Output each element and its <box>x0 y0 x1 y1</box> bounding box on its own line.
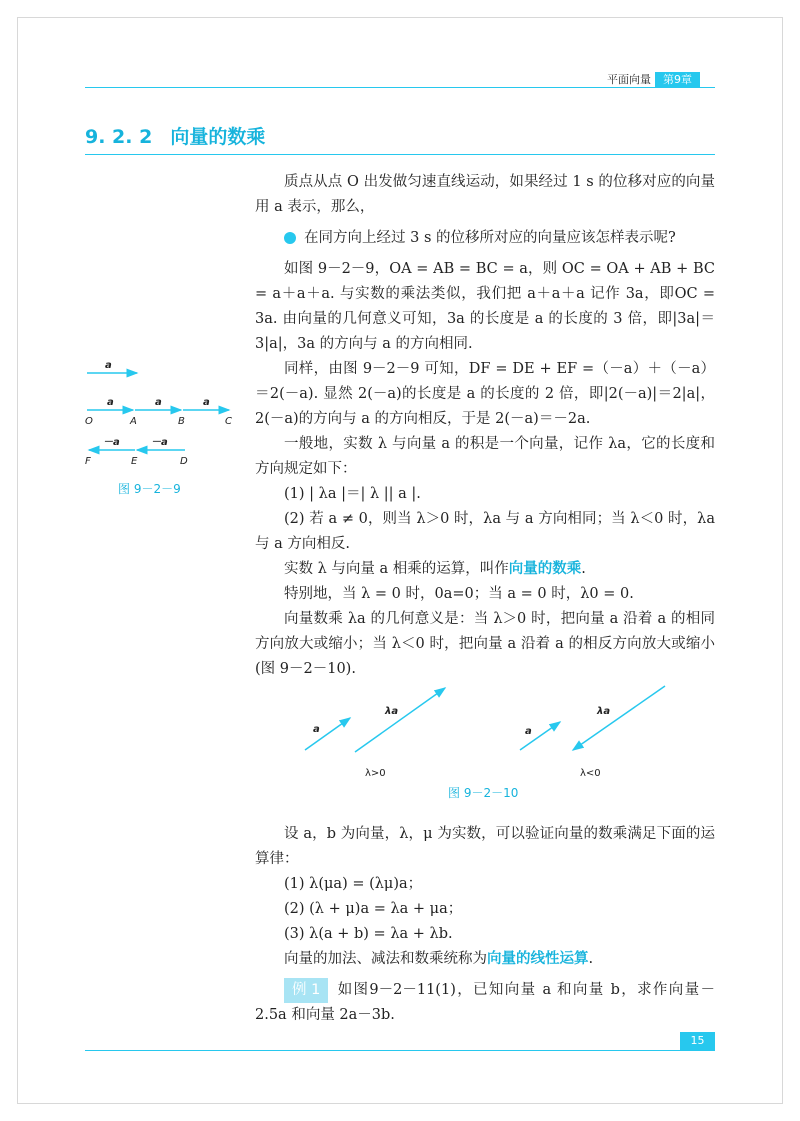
point-B: B <box>178 416 185 427</box>
paragraph: 设 a，b 为向量，λ，μ 为实数，可以验证向量的数乘满足下面的运算律： <box>255 826 715 867</box>
law-1: (1) λ(μa) = (λμ)a； <box>284 876 423 892</box>
paragraph: 一般地，实数 λ 与向量 a 的积是一个向量，记作 λa，它的长度和方向规定如下： <box>255 436 715 477</box>
seg-label-1: a <box>107 397 114 408</box>
footer-rule <box>85 1050 715 1051</box>
paragraph: 质点从点 O 出发做匀速直线运动，如果经过 1 s 的位移对应的向量用 a 表示，那么， <box>255 174 715 215</box>
point-D: D <box>180 456 188 467</box>
big-vector-right <box>573 686 665 750</box>
big-left-label: λa <box>385 706 399 717</box>
linear-pre: 向量的加法、减法和数乘统称为 <box>284 951 487 967</box>
paragraph: 向量数乘 λa 的几何意义是：当 λ＞0 时，把向量 a 沿着 a 的相同方向放大或缩小；当 λ＜0 时，把向量 a 沿着 a 的相反方向放大或缩小(图 9－2－10). <box>255 611 715 677</box>
linear-post: . <box>588 951 594 967</box>
seg-label-3: a <box>203 397 210 408</box>
law-2: (2) (λ + μ)a = λa + μa； <box>284 901 463 917</box>
header-rule <box>85 87 715 88</box>
running-header <box>603 72 700 88</box>
big-vector-left <box>355 688 445 752</box>
cond-left: λ>0 <box>365 768 386 779</box>
example-tag: 例 1 <box>284 978 328 1003</box>
chapter-title: 平面向量 <box>607 73 651 86</box>
big-right-label: λa <box>597 706 611 717</box>
point-O: O <box>85 416 93 427</box>
point-A: A <box>130 416 137 427</box>
small-a-right-label: a <box>525 726 532 737</box>
small-vector-a-left <box>305 718 350 750</box>
cond-right: λ<0 <box>580 768 601 779</box>
section-title: 向量的数乘 <box>170 126 266 148</box>
figure-9-2-9-caption: 图 9－2－9 <box>118 482 181 496</box>
rule-2: (2) 若 a ≠ 0，则当 λ＞0 时，λa 与 a 方向相同；当 λ＜0 时，λa 与 a 方向相反. <box>255 511 715 552</box>
section-heading <box>85 122 265 149</box>
point-E: E <box>131 456 138 467</box>
small-a-left-label: a <box>313 724 320 735</box>
figure-9-2-10-caption: 图 9－2－10 <box>448 786 519 800</box>
figure-9-2-9 <box>85 355 245 495</box>
neg-label-2: －a <box>151 437 168 448</box>
question-text: 在同方向上经过 3 s 的位移所对应的向量应该怎样表示呢? <box>304 230 676 246</box>
chapter-number: 第9章 <box>655 72 700 88</box>
example-text: 如图9－2－11(1)，已知向量 a 和向量 b，求作向量－2.5a 和向量 2a－3b. <box>255 982 715 1023</box>
question <box>255 226 715 251</box>
point-F: F <box>85 456 91 467</box>
page-number: 15 <box>680 1032 715 1050</box>
section-rule <box>85 154 715 155</box>
paragraph: 同样，由图 9－2－9 可知，DF = DE + EF =（－a）＋（－a）＝2(－a). 显然 2(－a)的长度是 a 的长度的 2 倍，即|2(－a)|＝2|a|，2(－a)的方向与 a 的方向相反，于是 2(－a)＝－2a. <box>255 361 715 427</box>
vector-a-label: a <box>105 360 112 371</box>
paragraph: 如图 9－2－9，OA = AB = BC = a，则 OC = OA + AB + BC = a＋a＋a. 与实数的乘法类似，我们把 a＋a＋a 记作 3a，即OC = 3a. 由向量的几何意义可知，3a 的长度是 a 的长度的 3 倍，即|3a|＝3|a|，3a 的方向与 a 的方向相同. <box>255 261 715 352</box>
section-number: 9. 2. 2 <box>85 126 153 148</box>
seg-label-2: a <box>155 397 162 408</box>
point-C: C <box>225 416 232 427</box>
paragraph: 特别地，当 λ = 0 时，0a=0；当 a = 0 时，λ0 = 0. <box>284 586 634 602</box>
rule-1: (1) | λa |＝| λ || a |. <box>284 486 421 502</box>
term-scalar-multiplication: 向量的数乘 <box>508 561 582 577</box>
linear-ops <box>255 947 715 972</box>
bullet-dot-icon <box>284 232 296 244</box>
term-linear-operation: 向量的线性运算 <box>487 951 589 967</box>
body-text <box>255 170 715 1028</box>
neg-label-1: －a <box>103 437 120 448</box>
definition <box>255 557 715 582</box>
definition-pre: 实数 λ 与向量 a 相乘的运算，叫作 <box>284 561 509 577</box>
law-3: (3) λ(a + b) = λa + λb. <box>284 926 453 942</box>
figure-9-2-10 <box>255 680 715 790</box>
definition-post: . <box>581 561 586 577</box>
example-1 <box>255 978 715 1028</box>
